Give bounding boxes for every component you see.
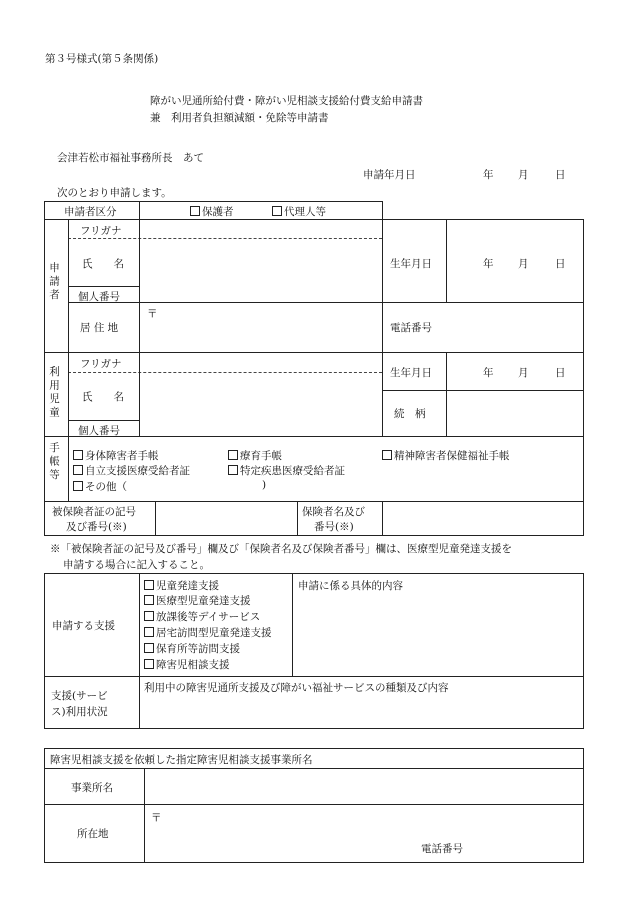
support-details-label: 申請に係る具体的内容 — [298, 580, 403, 592]
handbook-independence-medical[interactable]: 自立支援医療受給者証 — [73, 463, 190, 478]
handbook-section-label: 手帳等 — [48, 442, 60, 483]
child-birth-label: 生年月日 — [390, 367, 432, 379]
office-address-label: 所在地 — [77, 828, 109, 840]
insurance-card-label-2: 及び番号(※) — [66, 521, 127, 533]
applicant-phone-label: 電話番号 — [390, 322, 432, 334]
handbook-specific-disease[interactable]: 特定疾患医療受給者証 — [228, 463, 345, 478]
support-option-child-development[interactable]: 児童発達支援 — [144, 578, 219, 593]
checkbox-nursery-visit[interactable] — [144, 643, 154, 653]
checkbox-physical-handbook[interactable] — [73, 450, 83, 460]
applicant-postal-mark: 〒 — [147, 308, 158, 320]
applicant-name-label: 氏 名 — [82, 258, 124, 270]
form-title-line1: 障がい児通所給付費・障がい児相談支援給付費支給申請書 — [150, 95, 423, 107]
checkbox-other[interactable] — [73, 481, 83, 491]
checkbox-mental-handbook[interactable] — [382, 450, 392, 460]
applicant-birth-year: 年 — [483, 258, 494, 270]
intro-text: 次のとおり申請します。 — [57, 187, 172, 199]
checkbox-guardian[interactable] — [190, 206, 200, 216]
support-option-consultation[interactable]: 障害児相談支援 — [144, 657, 230, 672]
child-birth-month: 月 — [518, 367, 529, 379]
application-date-day: 日 — [555, 169, 566, 181]
child-name-label: 氏 名 — [82, 391, 124, 403]
note-line1: ※「被保険者証の記号及び番号」欄及び「保険者名及び保険者番号」欄は、医療型児童発達支援を — [50, 543, 512, 555]
applicant-personal-number-label: 個人番号 — [78, 291, 120, 303]
checkbox-consultation[interactable] — [144, 659, 154, 669]
applicant-type-label: 申請者区分 — [64, 206, 117, 218]
usage-description: 利用中の障害児通所支援及び障がい福祉サービスの種類及び内容 — [144, 682, 449, 694]
office-name-label: 事業所名 — [71, 782, 113, 794]
usage-label-2: ス)利用状況 — [51, 706, 108, 718]
applicant-type-agent[interactable]: 代理人等 — [272, 204, 326, 219]
office-header: 障害児相談支援を依頼した指定障害児相談支援事業所名 — [50, 754, 313, 766]
applicant-address-label: 居 住 地 — [80, 322, 119, 334]
checkbox-child-development[interactable] — [144, 580, 154, 590]
application-date-label: 申請年月日 — [363, 169, 416, 181]
applicant-furigana-label: フリガナ — [80, 225, 122, 237]
checkbox-home-visit-development[interactable] — [144, 627, 154, 637]
support-option-medical-child-development[interactable]: 医療型児童発達支援 — [144, 593, 251, 608]
insurance-card-label-1: 被保険者証の記号 — [52, 506, 136, 518]
support-option-nursery-visit[interactable]: 保育所等訪問支援 — [144, 641, 240, 656]
usage-label-1: 支援(サービ — [51, 690, 108, 702]
handbook-physical[interactable]: 身体障害者手帳 — [73, 448, 159, 463]
checkbox-medical-child-development[interactable] — [144, 595, 154, 605]
support-option-home-visit-development[interactable]: 居宅訪問型児童発達支援 — [144, 625, 272, 640]
applicant-type-guardian[interactable]: 保護者 — [190, 204, 234, 219]
checkbox-specific-disease[interactable] — [228, 465, 238, 475]
checkbox-agent[interactable] — [272, 206, 282, 216]
handbook-rehabilitation[interactable]: 療育手帳 — [228, 448, 282, 463]
application-date-year: 年 — [483, 169, 494, 181]
handbook-other[interactable]: その他（ — [73, 479, 127, 494]
office-phone-label: 電話番号 — [421, 843, 463, 855]
checkbox-after-school-day-service[interactable] — [144, 611, 154, 621]
application-date-month: 月 — [518, 169, 529, 181]
child-birth-year: 年 — [483, 367, 494, 379]
handbook-other-close: ) — [262, 479, 267, 491]
insurer-label-1: 保険者名及び — [302, 506, 365, 518]
form-title-line2: 兼 利用者負担額減額・免除等申請書 — [150, 112, 329, 124]
insurer-label-2: 番号(※) — [314, 521, 354, 533]
form-number: 第３号様式(第５条関係) — [45, 53, 159, 65]
support-option-after-school-day-service[interactable]: 放課後等デイサービス — [144, 609, 260, 624]
addressee: 会津若松市福祉事務所長 あて — [57, 152, 204, 164]
support-label: 申請する支援 — [52, 620, 115, 632]
child-furigana-label: フリガナ — [80, 358, 122, 370]
child-personal-number-label: 個人番号 — [78, 425, 120, 437]
office-postal-mark: 〒 — [151, 812, 162, 824]
child-birth-day: 日 — [555, 367, 566, 379]
child-relation-label: 続 柄 — [394, 408, 426, 420]
applicant-birth-day: 日 — [555, 258, 566, 270]
child-section-label: 利用児童 — [48, 366, 60, 420]
checkbox-rehabilitation-handbook[interactable] — [228, 450, 238, 460]
applicant-birth-month: 月 — [518, 258, 529, 270]
checkbox-independence-medical[interactable] — [73, 465, 83, 475]
handbook-mental[interactable]: 精神障害者保健福祉手帳 — [382, 448, 510, 463]
applicant-birth-label: 生年月日 — [390, 258, 432, 270]
applicant-section-label: 申請者 — [48, 262, 60, 303]
note-line2: 申請する場合に記入すること。 — [63, 559, 210, 571]
